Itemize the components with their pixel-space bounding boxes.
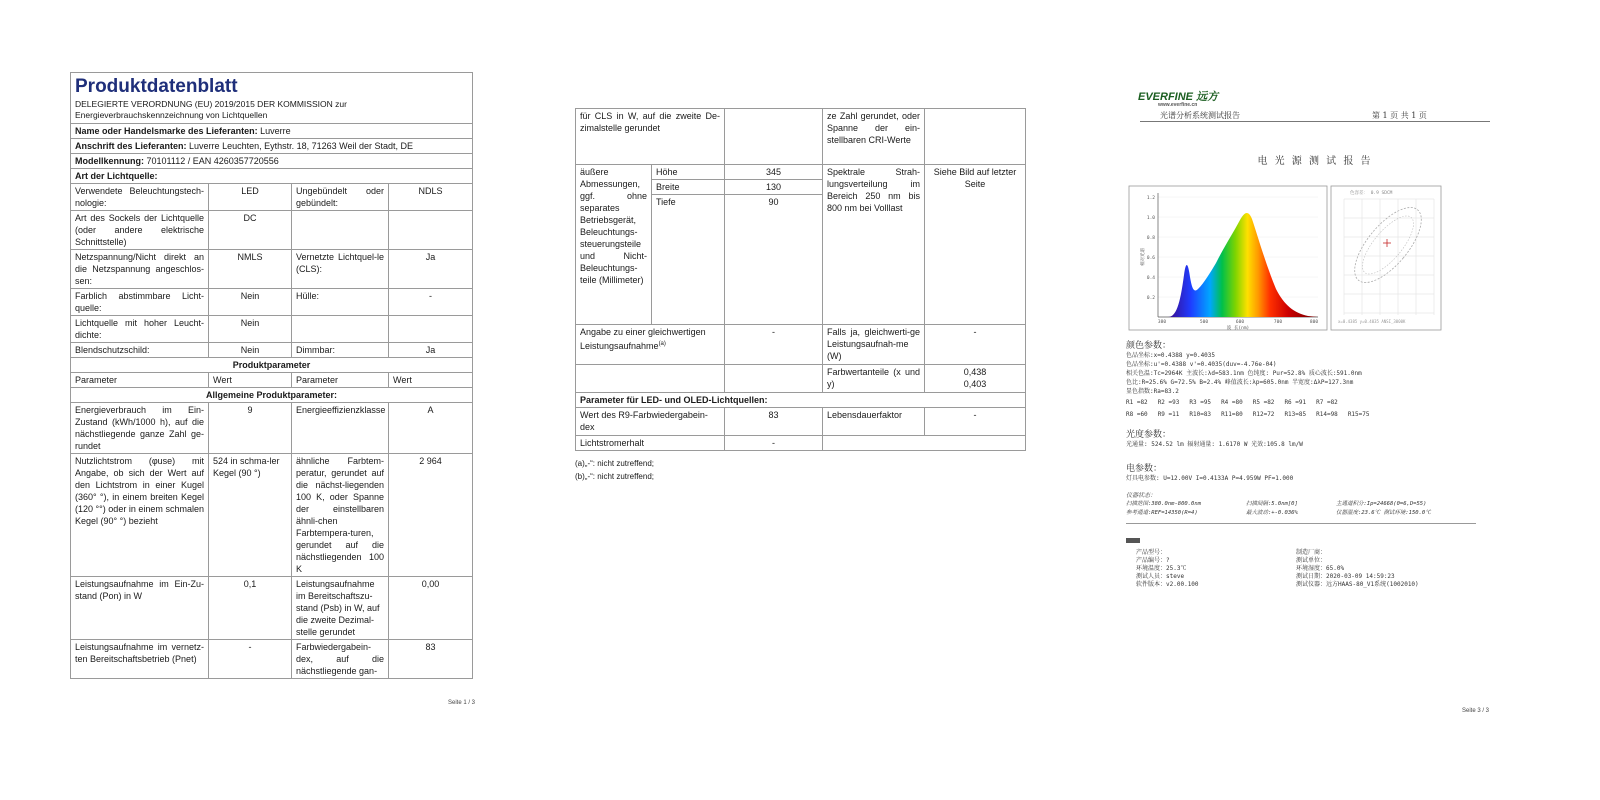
y-tick: 0.8	[1146, 236, 1155, 241]
photometric-line: 光通量: 524.52 lm 辐射通量: 1.6170 W 光效:105.8 lm/W	[1126, 441, 1303, 448]
param-value	[389, 316, 473, 343]
param-value: Ja	[389, 250, 473, 289]
r-value: R8 =60	[1126, 411, 1148, 418]
instrument-line: 仪器温度:23.6℃ 测试环境:150.0℃	[1336, 510, 1431, 516]
supplier-address: Luverre Leuchten, Eythstr. 18, 71263 Weil der Stadt, DE	[189, 141, 414, 151]
r-value: R10=83	[1189, 411, 1212, 418]
instrument-line: 扫描范围:380.0nm-800.0nm	[1126, 501, 1201, 507]
y-tick: 1.2	[1146, 196, 1155, 201]
spectral-label: Spektrale Strah-lungsverteilung im Bereich 250 nm bis 800 nm bei Volllast	[823, 165, 925, 325]
instrument-line: 参考通道:REF=14350(R=4)	[1126, 510, 1198, 516]
r-value: R12=72	[1252, 411, 1275, 418]
page-2	[575, 108, 1025, 483]
photometric-params-heading: 光度参数：	[1126, 430, 1172, 440]
table-row	[71, 454, 473, 577]
table-row	[71, 640, 473, 679]
electrical-line: 灯具电参数: U=12.00V I=0.4133A P=4.959W PF=1.000	[1126, 475, 1294, 482]
info-value: 65.0%	[1326, 565, 1345, 572]
param-label: Vernetzte Lichtquel-le (CLS):	[292, 250, 389, 289]
info-label: 产品编号：	[1136, 557, 1167, 564]
everfine-logo	[1138, 88, 1218, 108]
info-label: 测试日期：	[1296, 573, 1327, 580]
chromaticity-x: 0,438	[963, 367, 987, 377]
datasheet-table-page2	[575, 108, 1026, 451]
instrument-line: 扫描间隔:5.0nm[0]	[1246, 501, 1298, 507]
param-value: 0,1	[209, 577, 292, 640]
table-row	[71, 211, 473, 250]
info-label: 制造厂商：	[1296, 549, 1327, 556]
column-header: Wert	[389, 373, 473, 388]
y-tick: 0.4	[1146, 276, 1155, 281]
equiv-power-if-value: -	[925, 325, 1026, 365]
info-value: v2.00.100	[1166, 581, 1199, 588]
info-label: 测试单位：	[1296, 557, 1327, 564]
table-row	[71, 289, 473, 316]
model-id: 70101112 / EAN 4260357720556	[146, 156, 279, 166]
lifetime-value: -	[925, 408, 1026, 436]
param-value: DC	[209, 211, 292, 250]
param-label: Art des Sockels der Lichtquelle (oder andere elektrische Schnittstelle)	[71, 211, 209, 250]
param-value: Nein	[209, 289, 292, 316]
table-row	[71, 250, 473, 289]
x-tick: 600	[1235, 320, 1245, 325]
logo-url: www.everfine.cn	[1158, 102, 1198, 108]
info-value: steve	[1166, 573, 1185, 580]
instrument-line: 主通道积分:Ip=24668(0=6,D=55)	[1336, 501, 1427, 507]
table-row	[71, 184, 473, 211]
param-label: Farbwiedergabein-dex, auf die nächstliegende gan-	[292, 640, 389, 679]
cls-power-cont: für CLS in W, auf die zweite De-zimalstelle gerundet	[576, 109, 725, 165]
param-label: Energieeffizienzklasse	[292, 403, 389, 454]
r-value: R4 =80	[1221, 399, 1243, 406]
r9-label: Wert des R9-Farbwiedergabein-dex	[576, 408, 725, 436]
info-label: 产品型号：	[1136, 549, 1167, 556]
info-value: ?	[1166, 557, 1170, 564]
x-tick: 700	[1273, 320, 1283, 325]
flux-maintenance-label: Lichtstromerhalt	[576, 436, 725, 451]
color-params-heading: 颜色参数：	[1126, 341, 1172, 351]
color-line: 相关色温:Tc=2964K 主波长:λd=583.1nm 色纯度: Pur=52.8% 质心波长:591.0nm	[1126, 370, 1362, 377]
page-number-1: Seite 1 / 3	[448, 700, 476, 706]
instrument-status-heading: 仪器状态：	[1126, 492, 1157, 499]
param-label: Energieverbrauch im Ein-Zustand (kWh/1000 h), auf die nächstliegende ganze Zahl ge-rundet	[71, 403, 209, 454]
equiv-power-if-label: Falls ja, gleichwerti-ge Leistungsaufnah-me (W)	[823, 325, 925, 365]
r-value: R14=98	[1316, 411, 1338, 418]
r-value: R11=80	[1221, 411, 1243, 418]
param-value: 2 964	[389, 454, 473, 577]
param-label	[292, 211, 389, 250]
param-label: Lichtquelle mit hoher Leucht-dichte:	[71, 316, 209, 343]
footnote-a: (a)„-“: nicht zutreffend;	[575, 459, 654, 468]
param-value: Nein	[209, 343, 292, 358]
param-label: Leistungsaufnahme im vernetz-ten Bereitschaftsbetrieb (Pnet)	[71, 640, 209, 679]
param-value: 9	[209, 403, 292, 454]
param-label: Blendschutzschild:	[71, 343, 209, 358]
supplier-name: Luverre	[260, 126, 291, 136]
light-source-type-label: Art der Lichtquelle:	[75, 171, 158, 181]
param-label	[292, 316, 389, 343]
dim-value: 130	[725, 180, 823, 195]
param-value: -	[389, 289, 473, 316]
cri-cont: ze Zahl gerundet, oder Spanne der ein-stellbaren CRI-Werte	[823, 109, 925, 165]
page-number-3: Seite 3 / 3	[1462, 708, 1490, 714]
table-row	[71, 343, 473, 358]
param-label: Netzspannung/Nicht direkt an die Netzspannung angeschlos-sen:	[71, 250, 209, 289]
param-value: Nein	[209, 316, 292, 343]
r-value: R2 =93	[1157, 399, 1180, 406]
r9-value: 83	[725, 408, 823, 436]
x-tick: 500	[1199, 320, 1209, 325]
param-value	[389, 211, 473, 250]
general-params-heading: Allgemeine Produktparameter:	[71, 388, 473, 403]
x-axis-label: 波 长(nm)	[1226, 326, 1250, 331]
info-value: 远方HAAS-80_V1系统(1002010)	[1326, 581, 1419, 588]
dim-value: 345	[725, 165, 823, 180]
color-line: 色品坐标:u'=0.4388 v'=0.4035(duv=-4.76e-04)	[1126, 361, 1277, 368]
param-label: Hülle:	[292, 289, 389, 316]
footnote-b: (b)„-“: nicht zutreffend;	[575, 472, 654, 481]
spectrum-chart	[1128, 185, 1328, 331]
info-label: 测试仪器：	[1296, 581, 1327, 588]
y-tick: 0.2	[1146, 296, 1155, 301]
x-tick: 800	[1309, 320, 1319, 325]
footnote-ref: (a)	[658, 341, 666, 347]
product-params-heading: Produktparameter	[71, 358, 473, 373]
dim-name: Tiefe	[652, 195, 725, 325]
logo-text: EVERFINE 远方	[1138, 91, 1219, 103]
param-value: A	[389, 403, 473, 454]
page-1	[70, 72, 472, 679]
param-value: 83	[389, 640, 473, 679]
supplier-address-label: Anschrift des Lieferanten:	[75, 141, 187, 151]
y-tick: 1.0	[1146, 216, 1155, 221]
param-label: Leistungsaufnahme im Ein-Zu-stand (Pon) in W	[71, 577, 209, 640]
report-header-left: 光谱分析系统测试报告	[1160, 111, 1240, 120]
sdcm-label: 色容差： 0.9 SDCM	[1350, 191, 1393, 196]
regulation-text: DELEGIERTE VERORDNUNG (EU) 2019/2015 DER KOMMISSION zur Energieverbrauchskennzeichnung von Lichtquellen	[75, 99, 347, 120]
chromaticity-chart	[1330, 185, 1442, 331]
table-row	[71, 316, 473, 343]
info-value: 2020-03-09 14:59:23	[1326, 573, 1395, 580]
info-label: 环境温度：	[1136, 565, 1167, 572]
chroma-chart-footer: x=0.4385 y=0.4035 ANSI_3000K	[1338, 319, 1406, 324]
table-header-row	[71, 373, 473, 388]
dimensions-label: äußere Abmessungen, ggf. ohne separates Betriebsgerät, Beleuchtungs-steuerungsteile und Nicht-Beleuchtungs-teile (Millimeter)	[576, 165, 652, 325]
spectral-value: Siehe Bild auf letzter Seite	[925, 165, 1026, 325]
lifetime-label: Lebensdauerfaktor	[823, 408, 925, 436]
model-label: Modellkennung:	[75, 156, 144, 166]
r-value: R5 =82	[1252, 399, 1275, 406]
electrical-params-heading: 电参数：	[1126, 464, 1163, 474]
param-value: 0,00	[389, 577, 473, 640]
y-axis-label: 相对光谱	[1141, 248, 1146, 266]
r-value: R1 =82	[1126, 399, 1148, 406]
r-value: R9 =11	[1157, 411, 1180, 418]
led-params-heading: Parameter für LED- und OLED-Lichtquellen:	[576, 393, 1026, 408]
r-value: R3 =95	[1189, 399, 1212, 406]
param-label: Ungebündelt oder gebündelt:	[292, 184, 389, 211]
r-value: R15=75	[1347, 411, 1370, 418]
info-label: 环境湿度：	[1296, 565, 1327, 572]
chromaticity-y: 0,403	[963, 379, 987, 389]
y-tick: 0.6	[1146, 256, 1155, 261]
x-tick: 380	[1157, 320, 1167, 325]
equiv-power-value: -	[725, 325, 823, 365]
instrument-line: 最大波动:+-0.036%	[1246, 510, 1298, 516]
param-label: Dimmbar:	[292, 343, 389, 358]
supplier-name-label: Name oder Handelsmarke des Lieferanten:	[75, 126, 258, 136]
info-value: 25.3℃	[1166, 565, 1187, 572]
report-header-right: 第 1 页 共 1 页	[1372, 111, 1427, 120]
page-title: Produktdatenblatt	[75, 76, 238, 97]
param-value: 524 in schma-ler Kegel (90 °)	[209, 454, 292, 577]
param-label: Farblich abstimmbare Licht-quelle:	[71, 289, 209, 316]
r-value: R7 =82	[1316, 399, 1338, 406]
dim-name: Breite	[652, 180, 725, 195]
chromaticity-label: Farbwertanteile (x und y)	[823, 365, 925, 393]
flux-maintenance-value: -	[725, 436, 823, 451]
r-value: R6 =91	[1284, 399, 1307, 406]
param-label: ähnliche Farbtem-peratur, gerundet auf die nächst-liegenden 100 K, oder Spanne der einstellbaren ähnli-chen Farbtempera-turen, gerundet auf die nächstliegenden 100 K	[292, 454, 389, 577]
info-label: 测试人员：	[1136, 573, 1167, 580]
dim-name: Höhe	[652, 165, 725, 180]
report-title: 电 光 源 测 试 报 告	[1257, 156, 1373, 167]
equiv-power-label: Angabe zu einer gleichwertigen Leistungsaufnahme	[580, 327, 706, 351]
table-row	[71, 403, 473, 454]
table-row	[71, 577, 473, 640]
param-value: Ja	[389, 343, 473, 358]
param-value: NDLS	[389, 184, 473, 211]
param-label: Leistungsaufnahme im Bereitschaftszu-stand (Psb) in W, auf die zweite Dezimal-stelle gerundet	[292, 577, 389, 640]
param-value: NMLS	[209, 250, 292, 289]
column-header: Parameter	[292, 373, 389, 388]
param-label: Nutzlichtstrom (φuse) mit Angabe, ob sich der Wert auf den Lichtstrom in einer Kugel (360° °), in einem breiten Kegel (120 °°) oder in einem schmalen Kegel (90° °) bezieht	[71, 454, 209, 577]
color-line: 色比:R=25.6% G=72.5% B=2.4% 峰值波长:λp=605.0nm 半宽度:ΔλP=127.3nm	[1126, 379, 1354, 386]
datasheet-table-page1	[70, 72, 473, 679]
column-header: Wert	[209, 373, 292, 388]
color-line: 色品坐标:x=0.4388 y=0.4035	[1126, 352, 1216, 359]
param-label: Verwendete Beleuchtungstech-nologie:	[71, 184, 209, 211]
param-value: -	[209, 640, 292, 679]
page-3	[1126, 88, 1490, 628]
param-value: LED	[209, 184, 292, 211]
r-value: R13=85	[1284, 411, 1307, 418]
column-header: Parameter	[71, 373, 209, 388]
dim-value: 90	[725, 195, 823, 325]
color-line: 显色指数:Ra=83.2	[1126, 388, 1179, 395]
info-label: 软件版本：	[1136, 581, 1167, 588]
